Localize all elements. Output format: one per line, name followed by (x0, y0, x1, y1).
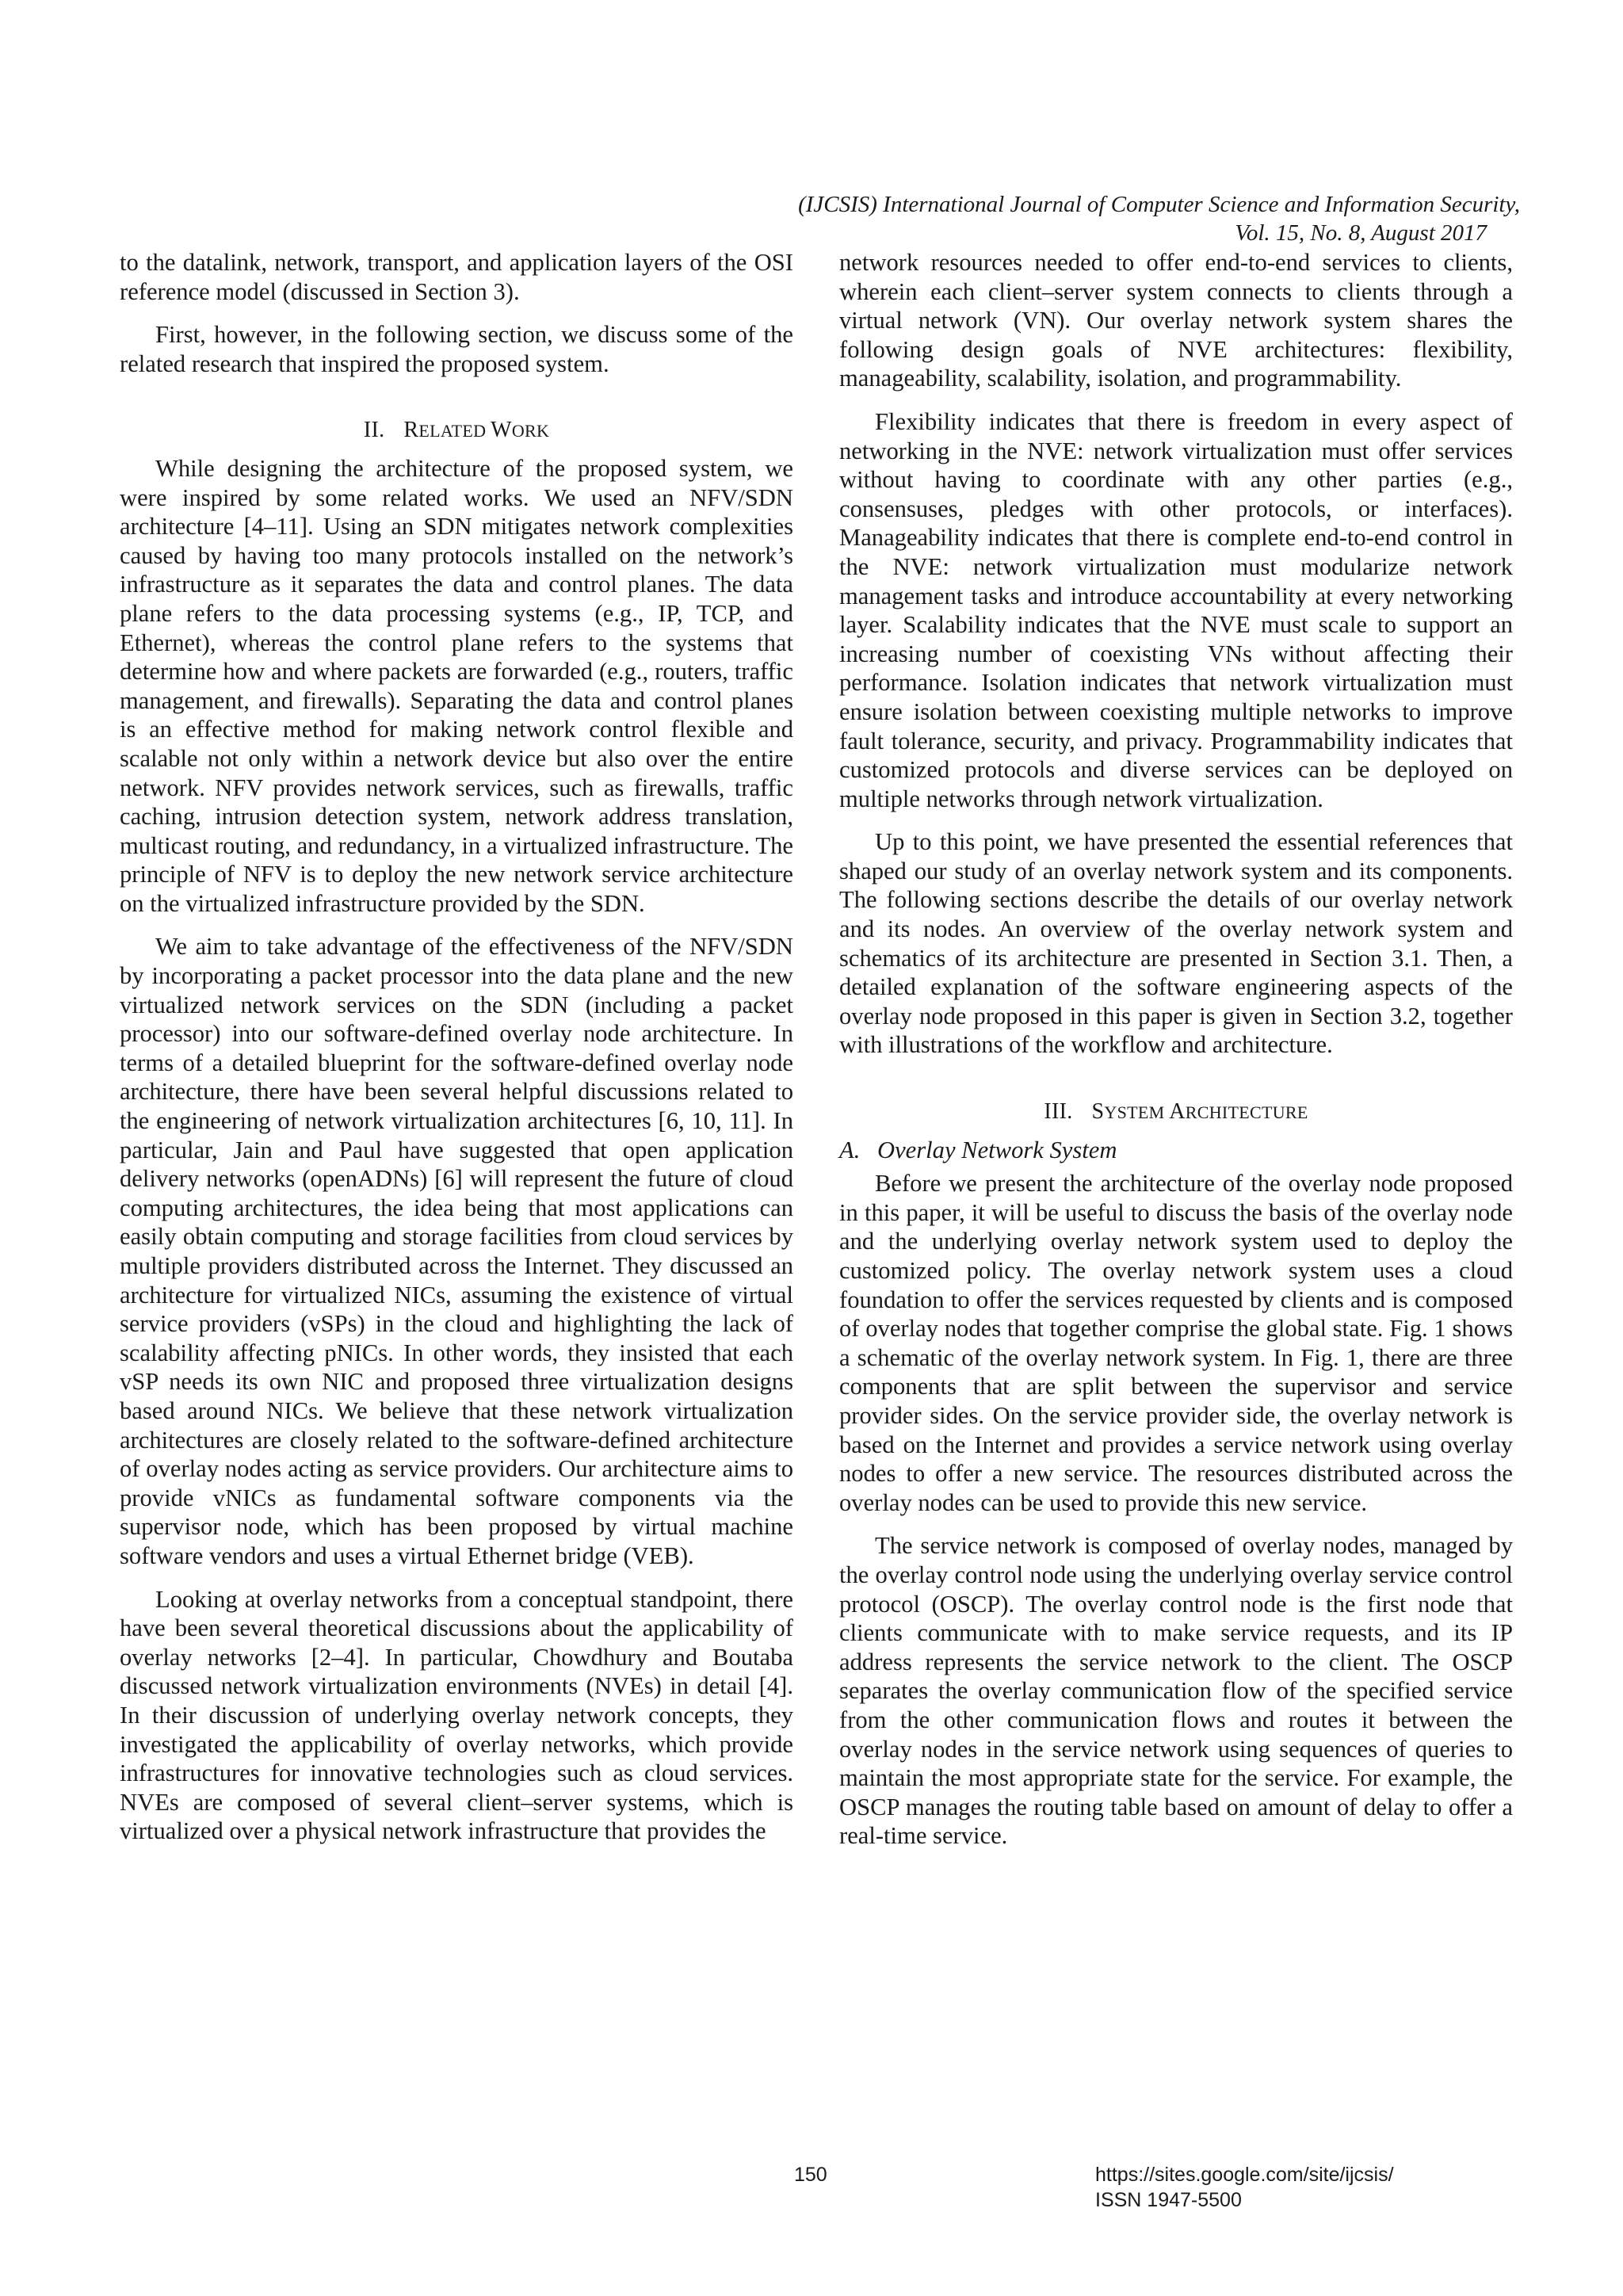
journal-volume: Vol. 15, No. 8, August 2017 (1235, 220, 1487, 246)
subsection-heading (839, 1136, 1513, 1165)
paragraph: to the datalink, network, transport, and application layers of the OSI reference model (discussed in Section 3). (120, 249, 793, 305)
footer-info (1095, 2162, 1394, 2213)
page-number: 150 (794, 2164, 827, 2186)
journal-header (798, 190, 1520, 247)
section-heading-system-architecture (839, 1098, 1513, 1128)
footer-issn: ISSN 1947-5500 (1095, 2189, 1242, 2211)
paragraph: While designing the architecture of the proposed system, we were inspired by some related works. We used an NFV/SDN architecture [4–11]. Using an SDN mitigates network complexities caused by having too many protocols installed on the network’s infrastructure as it separates the data and control planes. The data plane refers to the data processing systems (e.g., IP, TCP, and Ethernet), whereas the control plane refers to the systems that determine how and where packets are forwarded (e.g., routers, traffic management, and firewalls). Separating the data and control planes is an effective method for making network control flexible and scalable not only within a network device but also over the entire network. NFV provides network services, such as firewalls, traffic caching, intrusion detection system, network address translation, multicast routing, and redundancy, in a virtualized infrastructure. The principle of NFV is to deploy the new network service architecture on the virtualized infrastructure provided by the SDN. (120, 454, 793, 917)
section-title-small: YSTEM (1104, 1102, 1170, 1123)
paragraph: Flexibility indicates that there is freedom in every aspect of networking in the NVE: network virtualization must offer services without having to coordinate with any other parties (e.g., consensuses, pledges with other protocols, or interfaces). Manageability indicates that there is complete end-to-end control in the NVE: network virtualization must modularize network management tasks and introduce accountability at every networking layer. Scalability indicates that the NVE must scale to support an increasing number of coexisting VNs without affecting their performance. Isolation indicates that network virtualization must ensure isolation between coexisting multiple networks to improve fault tolerance, security, and privacy. Programmability indicates that customized protocols and diverse services can be deployed on multiple networks through network virtualization. (839, 407, 1513, 812)
journal-title: (IJCSIS) International Journal of Computer Science and Information Security, (798, 192, 1520, 217)
paragraph: First, however, in the following section, we discuss some of the related research that inspired the proposed system. (120, 321, 793, 377)
section-number: III. (1044, 1099, 1073, 1125)
right-column (839, 248, 1513, 1865)
paragraph: Looking at overlay networks from a conceptual standpoint, there have been several theoretical discussions about the applicability of overlay networks [2–4]. In particular, Chowdhury and Boutaba discussed network virtualization environments (NVEs) in detail [4]. In their discussion of underlying overlay network concepts, they investigated the applicability of overlay networks, which provide infrastructures for innovative technologies such as cloud services. NVEs are composed of several client–server systems, which is virtualized over a physical network infrastructure that provides the (120, 1585, 793, 1845)
section-title-cap: S (1091, 1099, 1105, 1125)
section-title-cap: R (403, 418, 419, 443)
paragraph: We aim to take advantage of the effectiveness of the NFV/SDN by incorporating a packet processor into the data plane and the new virtualized network services on the SDN (including a packet processor) into our software-defined overlay node architecture. In terms of a detailed blueprint for the software-defined overlay node architecture, there have been several helpful discussions related to the engineering of network virtualization architectures [6, 10, 11]. In particular, Jain and Paul have suggested that open application delivery networks (openADNs) [6] will represent the future of cloud computing architectures, the idea being that most applications can easily obtain computing and storage facilities from cloud services by multiple providers distributed across the Internet. They discussed an architecture for virtualized NICs, assuming the existence of virtual service providers (vSPs) in the cloud and highlighting the lack of scalability affecting pNICs. In other words, they insisted that each vSP needs its own NIC and proposed three virtualization designs based around NICs. We believe that these network virtualization architectures are closely related to the software-defined architecture of overlay nodes acting as service providers. Our architecture aims to provide vNICs as fundamental software components via the supervisor node, which has been proposed by virtual machine software vendors and uses a virtual Ethernet bridge (VEB). (120, 933, 793, 1569)
section-title-small: ORK (511, 421, 550, 441)
section-title-cap: W (491, 418, 512, 443)
paragraph: Before we present the architecture of the overlay node proposed in this paper, it will be useful to discuss the basis of the overlay node and the underlying overlay network system used to deploy the customized policy. The overlay network system uses a cloud foundation to offer the services requested by clients and is composed of overlay nodes that together comprise the global state. Fig. 1 shows a schematic of the overlay network system. In Fig. 1, there are three components that are split between the supervisor and service provider sides. On the service provider side, the overlay network is based on the Internet and provides a service network using overlay nodes to offer a new service. The resources distributed across the overlay nodes can be used to provide this new service. (839, 1170, 1513, 1516)
section-title-cap: A (1169, 1099, 1186, 1125)
section-title-small: ELATED (418, 421, 491, 441)
left-column (120, 248, 793, 1860)
paragraph: Up to this point, we have presented the essential references that shaped our study of an overlay network system and its components. The following sections describe the details of our overlay network and its nodes. An overview of the overlay network system and schematics of its architecture are presented in Section 3.1. Then, a detailed explanation of the software engineering aspects of the overlay node proposed in this paper is given in Section 3.2, together with illustrations of the workflow and architecture. (839, 828, 1513, 1059)
subsection-letter: A. (839, 1136, 861, 1163)
paragraph: network resources needed to offer end-to-end services to clients, wherein each client–server system connects to clients through a virtual network (VN). Our overlay network system shares the following design goals of NVE architectures: flexibility, manageability, scalability, isolation, and programmability. (839, 249, 1513, 392)
subsection-title: Overlay Network System (877, 1136, 1117, 1163)
paragraph: The service network is composed of overlay nodes, managed by the overlay control node using the underlying overlay service control protocol (OSCP). The overlay control node is the first node that clients communicate with to make service requests, and its IP address represents the service network to the client. The OSCP separates the overlay communication flow of the specified service from the other communication flows and routes it between the overlay nodes in the service network using sequences of queries to maintain the most appropriate state for the service. For example, the OSCP manages the routing table based on amount of delay to offer a real-time service. (839, 1532, 1513, 1850)
section-number: II. (363, 418, 385, 443)
footer-url: https://sites.google.com/site/ijcsis/ (1095, 2164, 1394, 2186)
section-heading-related-work (120, 416, 793, 446)
section-title-small: RCHITECTURE (1185, 1102, 1308, 1123)
